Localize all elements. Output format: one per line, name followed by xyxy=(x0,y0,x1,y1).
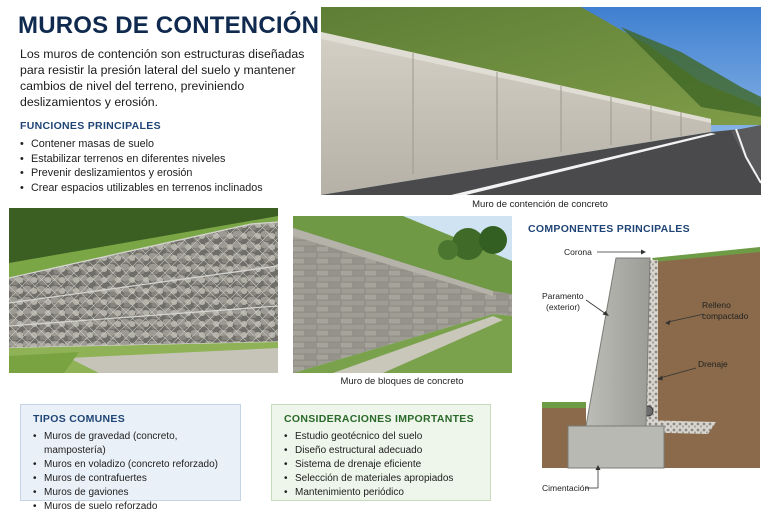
list-item: • Muros de gravedad (concreto, mampostería) xyxy=(33,430,228,458)
consideraciones-heading: CONSIDERACIONES IMPORTANTES xyxy=(284,413,474,425)
funciones-heading: FUNCIONES PRINCIPALES xyxy=(20,120,161,132)
list-item: • Prevenir deslizamientos y erosión xyxy=(20,166,310,181)
funciones-section xyxy=(20,120,310,195)
gabion-wall-photo xyxy=(9,208,278,373)
list-item: • Muros de gaviones xyxy=(33,486,228,500)
list-item: • Selección de materiales apropiados xyxy=(284,472,478,486)
label-corona: Corona xyxy=(564,247,592,257)
consideraciones-list xyxy=(284,430,478,500)
componentes-heading: COMPONENTES PRINCIPALES xyxy=(528,223,690,235)
intro-paragraph: Los muros de contención son estructuras diseñadas para resistir la presión lateral del suelo y mantener cambios de nivel del terreno, previniendo deslizamientos y erosión. xyxy=(20,47,305,109)
label-paramento-exterior: (exterior) xyxy=(546,302,581,312)
label-drenaje: Drenaje xyxy=(698,359,728,369)
funciones-list xyxy=(20,137,310,195)
page-title: MUROS DE CONTENCIÓN xyxy=(18,12,320,39)
label-paramento: Paramento xyxy=(542,291,584,301)
tipos-list xyxy=(33,430,228,512)
label-compactado: compactado xyxy=(702,311,749,321)
retaining-wall-diagram xyxy=(528,236,762,501)
label-relleno: Relleno xyxy=(702,300,731,310)
wall-stem xyxy=(586,258,650,426)
concrete-wall-photo xyxy=(321,7,761,195)
block-wall-photo xyxy=(293,216,512,373)
list-item: • Muros en voladizo (concreto reforzado) xyxy=(33,458,228,472)
list-item: • Diseño estructural adecuado xyxy=(284,444,478,458)
consideraciones-box xyxy=(271,404,491,501)
tipos-heading: TIPOS COMUNES xyxy=(33,413,125,425)
concrete-wall-caption: Muro de contención de concreto xyxy=(472,199,608,210)
list-item: • Estudio geotécnico del suelo xyxy=(284,430,478,444)
tipos-comunes-box xyxy=(20,404,241,512)
list-item: • Estabilizar terrenos en diferentes niveles xyxy=(20,152,310,167)
label-cimentacion: Cimentación xyxy=(542,483,590,493)
list-item: • Contener masas de suelo xyxy=(20,137,310,152)
list-item: • Crear espacios utilizables en terrenos inclinados xyxy=(20,181,310,196)
wall-footing xyxy=(568,426,664,468)
list-item: • Mantenimiento periódico xyxy=(284,486,478,500)
list-item: • Muros de suelo reforzado xyxy=(33,500,228,512)
list-item: • Muros de contrafuertes xyxy=(33,472,228,486)
list-item: • Sistema de drenaje eficiente xyxy=(284,458,478,472)
block-wall-caption: Muro de bloques de concreto xyxy=(340,376,464,387)
